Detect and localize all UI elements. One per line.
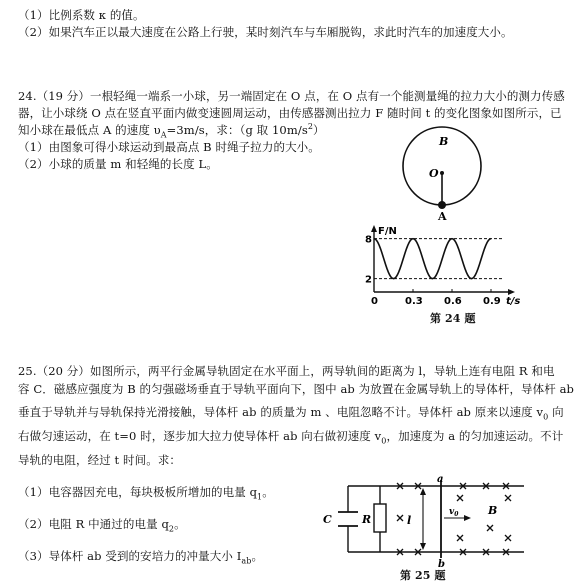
x-axis-label: t/s <box>506 296 521 307</box>
ball-a <box>438 201 446 209</box>
q24-intro-line3 <box>18 122 325 139</box>
q25-intro-line3-text: 垂直于导轨并与导轨保持光滑接触，导体杆 ab 的质量为 m 、电阻忽略不计。导体杆 ab 原来以速度 v <box>18 405 544 419</box>
label-o: O <box>429 167 439 180</box>
q25-intro-line1: 25.（20 分）如图所示，两平行金属导轨固定在水平面上，两导轨间的距离为 l，导轨上连有电阻 R 和电 <box>18 364 555 378</box>
label-b-field: B <box>488 504 498 517</box>
label-v0 <box>449 507 459 518</box>
y-tick-label-2: 2 <box>365 274 372 286</box>
label-v0-sub: 0 <box>454 511 459 518</box>
q23-item2: （2）如果汽车正以最大速度在公路上行驶，某时刻汽车与车厢脱钩，求此时汽车的加速度大小。 <box>18 25 513 39</box>
q24-caption: 第 24 题 <box>430 312 476 325</box>
q25-intro-line2: 容 C．磁感应强度为 B 的匀强磁场垂直于导轨平面向下，图中 ab 为放置在金属导轨上的导体杆，导体杆 ab <box>18 382 574 396</box>
q25-item1 <box>18 484 274 501</box>
q24-intro-line1: 24.（19 分）一根轻绳一端系一小球，另一端固定在 O 点，在 O 点有一个能测量绳的拉力大小的测力传感 <box>18 89 565 103</box>
label-b: B <box>439 135 449 148</box>
q25-v0-sub-1: 0 <box>543 412 549 422</box>
x-tick-label-0.3: 0.3 <box>405 296 423 307</box>
q24-circle-figure <box>395 118 495 222</box>
x-tick-label-0.6: 0.6 <box>444 296 462 307</box>
y-axis-arrow <box>371 225 377 232</box>
velocity-arrow-head <box>464 515 471 521</box>
pivot-point-o <box>440 171 444 175</box>
q25-item1-tail: 。 <box>262 485 274 499</box>
q23-item1: （1）比例系数 κ 的值。 <box>18 8 145 22</box>
label-v0-main: v <box>449 507 455 517</box>
x-tick-label-0: 0 <box>371 296 378 307</box>
q24-va-sub: A <box>160 130 167 140</box>
q25-item2-sub: 2 <box>168 524 175 534</box>
q25-v0-sub-2: 0 <box>381 436 387 446</box>
label-c: C <box>323 513 332 526</box>
q25-item3-tail: 。 <box>251 549 264 563</box>
q24-item2: （2）小球的质量 m 和轻绳的长度 L。 <box>18 157 218 171</box>
q25-intro-line3 <box>18 404 564 421</box>
label-a: A <box>438 210 447 223</box>
x-axis-arrow <box>508 289 515 295</box>
y-tick-label-8: 8 <box>365 234 372 246</box>
q24-intro-line3-end: ） <box>313 123 325 137</box>
q25-circuit-figure <box>318 476 534 568</box>
q25-intro-line3-tail: 向 <box>548 405 564 419</box>
q25-item1-sub: 1 <box>257 492 263 502</box>
label-a: a <box>437 474 444 485</box>
q25-intro-line4-tail: ，加速度为 a 的匀加速运动。不计 <box>386 429 564 443</box>
q24-intro-line3-tail: =3m/s，求：（g 取 10m/s <box>166 123 308 137</box>
label-l: l <box>407 514 412 527</box>
q24-item1: （1）由图象可得小球运动到最高点 B 时绳子拉力的大小。 <box>18 140 320 154</box>
resistor <box>374 504 386 532</box>
q25-intro-line4-text: 右做匀速运动，在 t=0 时，逐步加大拉力使导体杆 ab 向右做初速度 v <box>18 429 382 443</box>
q25-item1-text: （1）电容器因充电，每块极板所增加的电量 q <box>18 485 258 499</box>
y-axis-label: F/N <box>378 226 397 237</box>
label-b: b <box>438 559 445 570</box>
q25-item2-tail: 。 <box>174 517 186 531</box>
q25-item3 <box>18 548 263 565</box>
q25-item2 <box>18 516 186 533</box>
force-series-line <box>374 239 491 279</box>
q24-intro-line2: 器，让小球绕 O 点在竖直平面内做变速圆周运动，由传感器测出拉力 F 随时间 t 的变化图象如图所示，已 <box>18 106 562 120</box>
q25-intro-line4 <box>18 428 563 445</box>
q24-intro-line3-text: 知小球在最低点 A 的速度 υ <box>18 123 161 137</box>
label-r: R <box>362 513 372 526</box>
q25-caption: 第 25 题 <box>400 569 446 582</box>
q25-item2-text: （2）电阻 R 中通过的电量 q <box>18 517 169 531</box>
q24-force-time-chart <box>352 224 522 306</box>
q25-intro-line5: 导轨的电阻，经过 t 时间。求： <box>18 453 182 467</box>
x-tick-label-0.9: 0.9 <box>483 296 501 307</box>
field-crosses <box>397 483 511 555</box>
q24-sup: 2 <box>307 122 314 132</box>
q25-item3-sub: ab <box>241 556 252 566</box>
q25-item3-text: （3）导体杆 ab 受到的安培力的冲量大小 I <box>18 549 242 563</box>
